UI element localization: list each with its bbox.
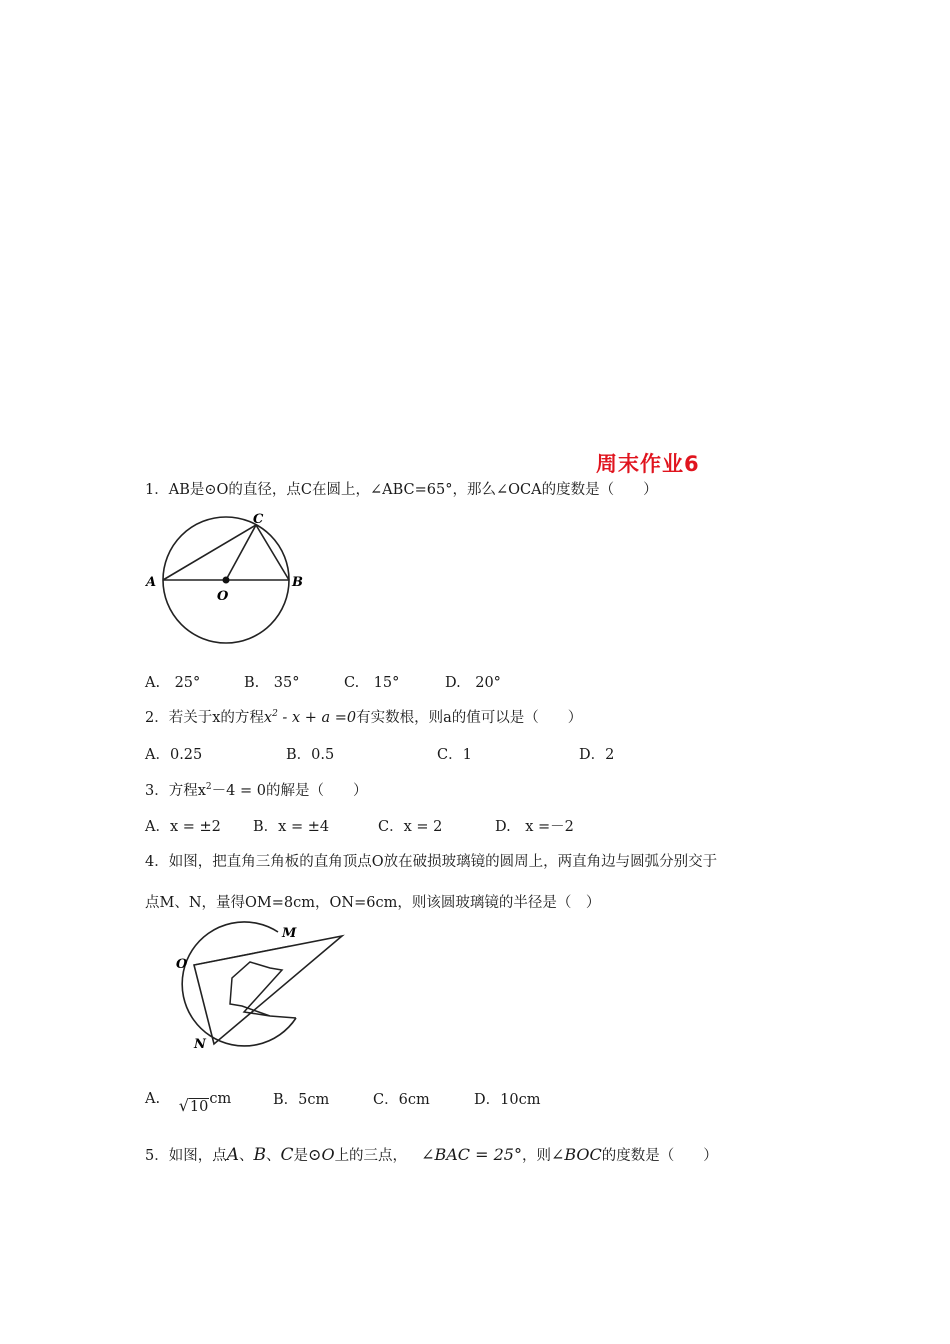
label-o: O <box>217 589 229 604</box>
q4-option-c[interactable]: C．6cm <box>373 1092 430 1108</box>
q2-option-b[interactable]: B．0.5 <box>286 747 335 763</box>
q1-option-c[interactable]: C. 15° <box>344 675 400 691</box>
leg-om <box>194 946 290 965</box>
page-title: 周末作业6 <box>596 452 700 476</box>
question-5-text <box>145 1144 718 1165</box>
q3-exp: 2 <box>205 782 212 793</box>
q1-option-d[interactable]: D. 20° <box>445 675 501 691</box>
q4-option-a-unit: cm <box>209 1091 232 1107</box>
q2-prefix: 2．若关于x的方程 <box>145 710 264 726</box>
q5-angle-bac: ∠BAC = 25° <box>421 1145 522 1164</box>
q1-option-b[interactable]: B. 35° <box>244 675 300 691</box>
question-3-text <box>145 779 367 800</box>
question-2-text <box>145 706 582 727</box>
q1-option-a[interactable]: A. 25° <box>145 675 201 691</box>
q5-point-c: C <box>280 1145 294 1165</box>
label-b: B <box>292 575 303 590</box>
q2-eq-exp: 2 <box>272 709 278 720</box>
right-triangle <box>194 936 342 1044</box>
q4-option-a[interactable] <box>145 1088 232 1115</box>
q5-prefix: 5．如图，点 <box>145 1148 227 1164</box>
q4-option-d[interactable]: D．10cm <box>474 1092 541 1108</box>
q3-option-b[interactable]: B．x = ±4 <box>253 819 330 835</box>
q5-point-b: B <box>253 1145 267 1165</box>
q3-suffix: －4 = 0的解是（ ） <box>211 783 368 799</box>
q5-mid-2: 上的三点， <box>334 1148 408 1164</box>
q5-point-a: A <box>226 1145 240 1165</box>
q2-option-c[interactable]: C．1 <box>437 747 472 763</box>
label-n: N <box>194 1037 206 1052</box>
q5-circle: ⊙O <box>308 1145 335 1164</box>
q5-sep-1: 、 <box>239 1148 254 1164</box>
label-o: O <box>176 957 188 972</box>
chord-ac <box>163 525 256 580</box>
q3-option-d[interactable]: D. x =－2 <box>495 819 574 835</box>
q5-mid: 是 <box>293 1148 309 1164</box>
sqrt-symbol: √10 <box>178 1096 209 1115</box>
question-1-text: 1．AB是⊙O的直径，点C在圆上，∠ABC=65°，那么∠OCA的度数是（ ） <box>145 482 658 498</box>
q5-sep-2: 、 <box>266 1148 281 1164</box>
q4-option-b[interactable]: B．5cm <box>273 1092 330 1108</box>
q3-prefix: 3．方程x <box>145 783 206 799</box>
q2-suffix: 有实数根，则a的值可以是（ ） <box>356 710 583 726</box>
chord-bc <box>256 525 289 580</box>
label-m: M <box>282 926 297 941</box>
q5-mid-3: ，则 <box>521 1148 551 1164</box>
q4-option-a-prefix: A. <box>145 1091 161 1107</box>
question-4-line-2: 点M、N，量得OM=8cm，ON=6cm，则该圆玻璃镜的半径是（ ） <box>145 895 601 911</box>
label-c: C <box>253 512 264 527</box>
sqrt-radicand: 10 <box>189 1099 209 1115</box>
question-1-figure <box>140 505 315 650</box>
label-a: A <box>146 575 157 590</box>
q3-option-c[interactable]: C．x = 2 <box>378 819 443 835</box>
q3-option-a[interactable]: A．x = ±2 <box>145 819 221 835</box>
q2-eq-x: x <box>263 710 273 726</box>
q5-suffix: 的度数是（ ） <box>601 1148 718 1164</box>
q2-eq-rest: - x + a =0 <box>277 710 357 726</box>
center-point <box>223 577 230 584</box>
broken-edge <box>230 962 296 1018</box>
question-4-figure <box>170 920 350 1055</box>
q2-option-a[interactable]: A．0.25 <box>145 747 203 763</box>
q5-angle-boc: ∠BOC <box>550 1145 602 1164</box>
question-4-line-1: 4．如图，把直角三角板的直角顶点O放在破损玻璃镜的圆周上，两直角边与圆弧分别交于 <box>145 854 718 870</box>
q2-equation <box>264 710 356 726</box>
q2-option-d[interactable]: D．2 <box>579 747 615 763</box>
